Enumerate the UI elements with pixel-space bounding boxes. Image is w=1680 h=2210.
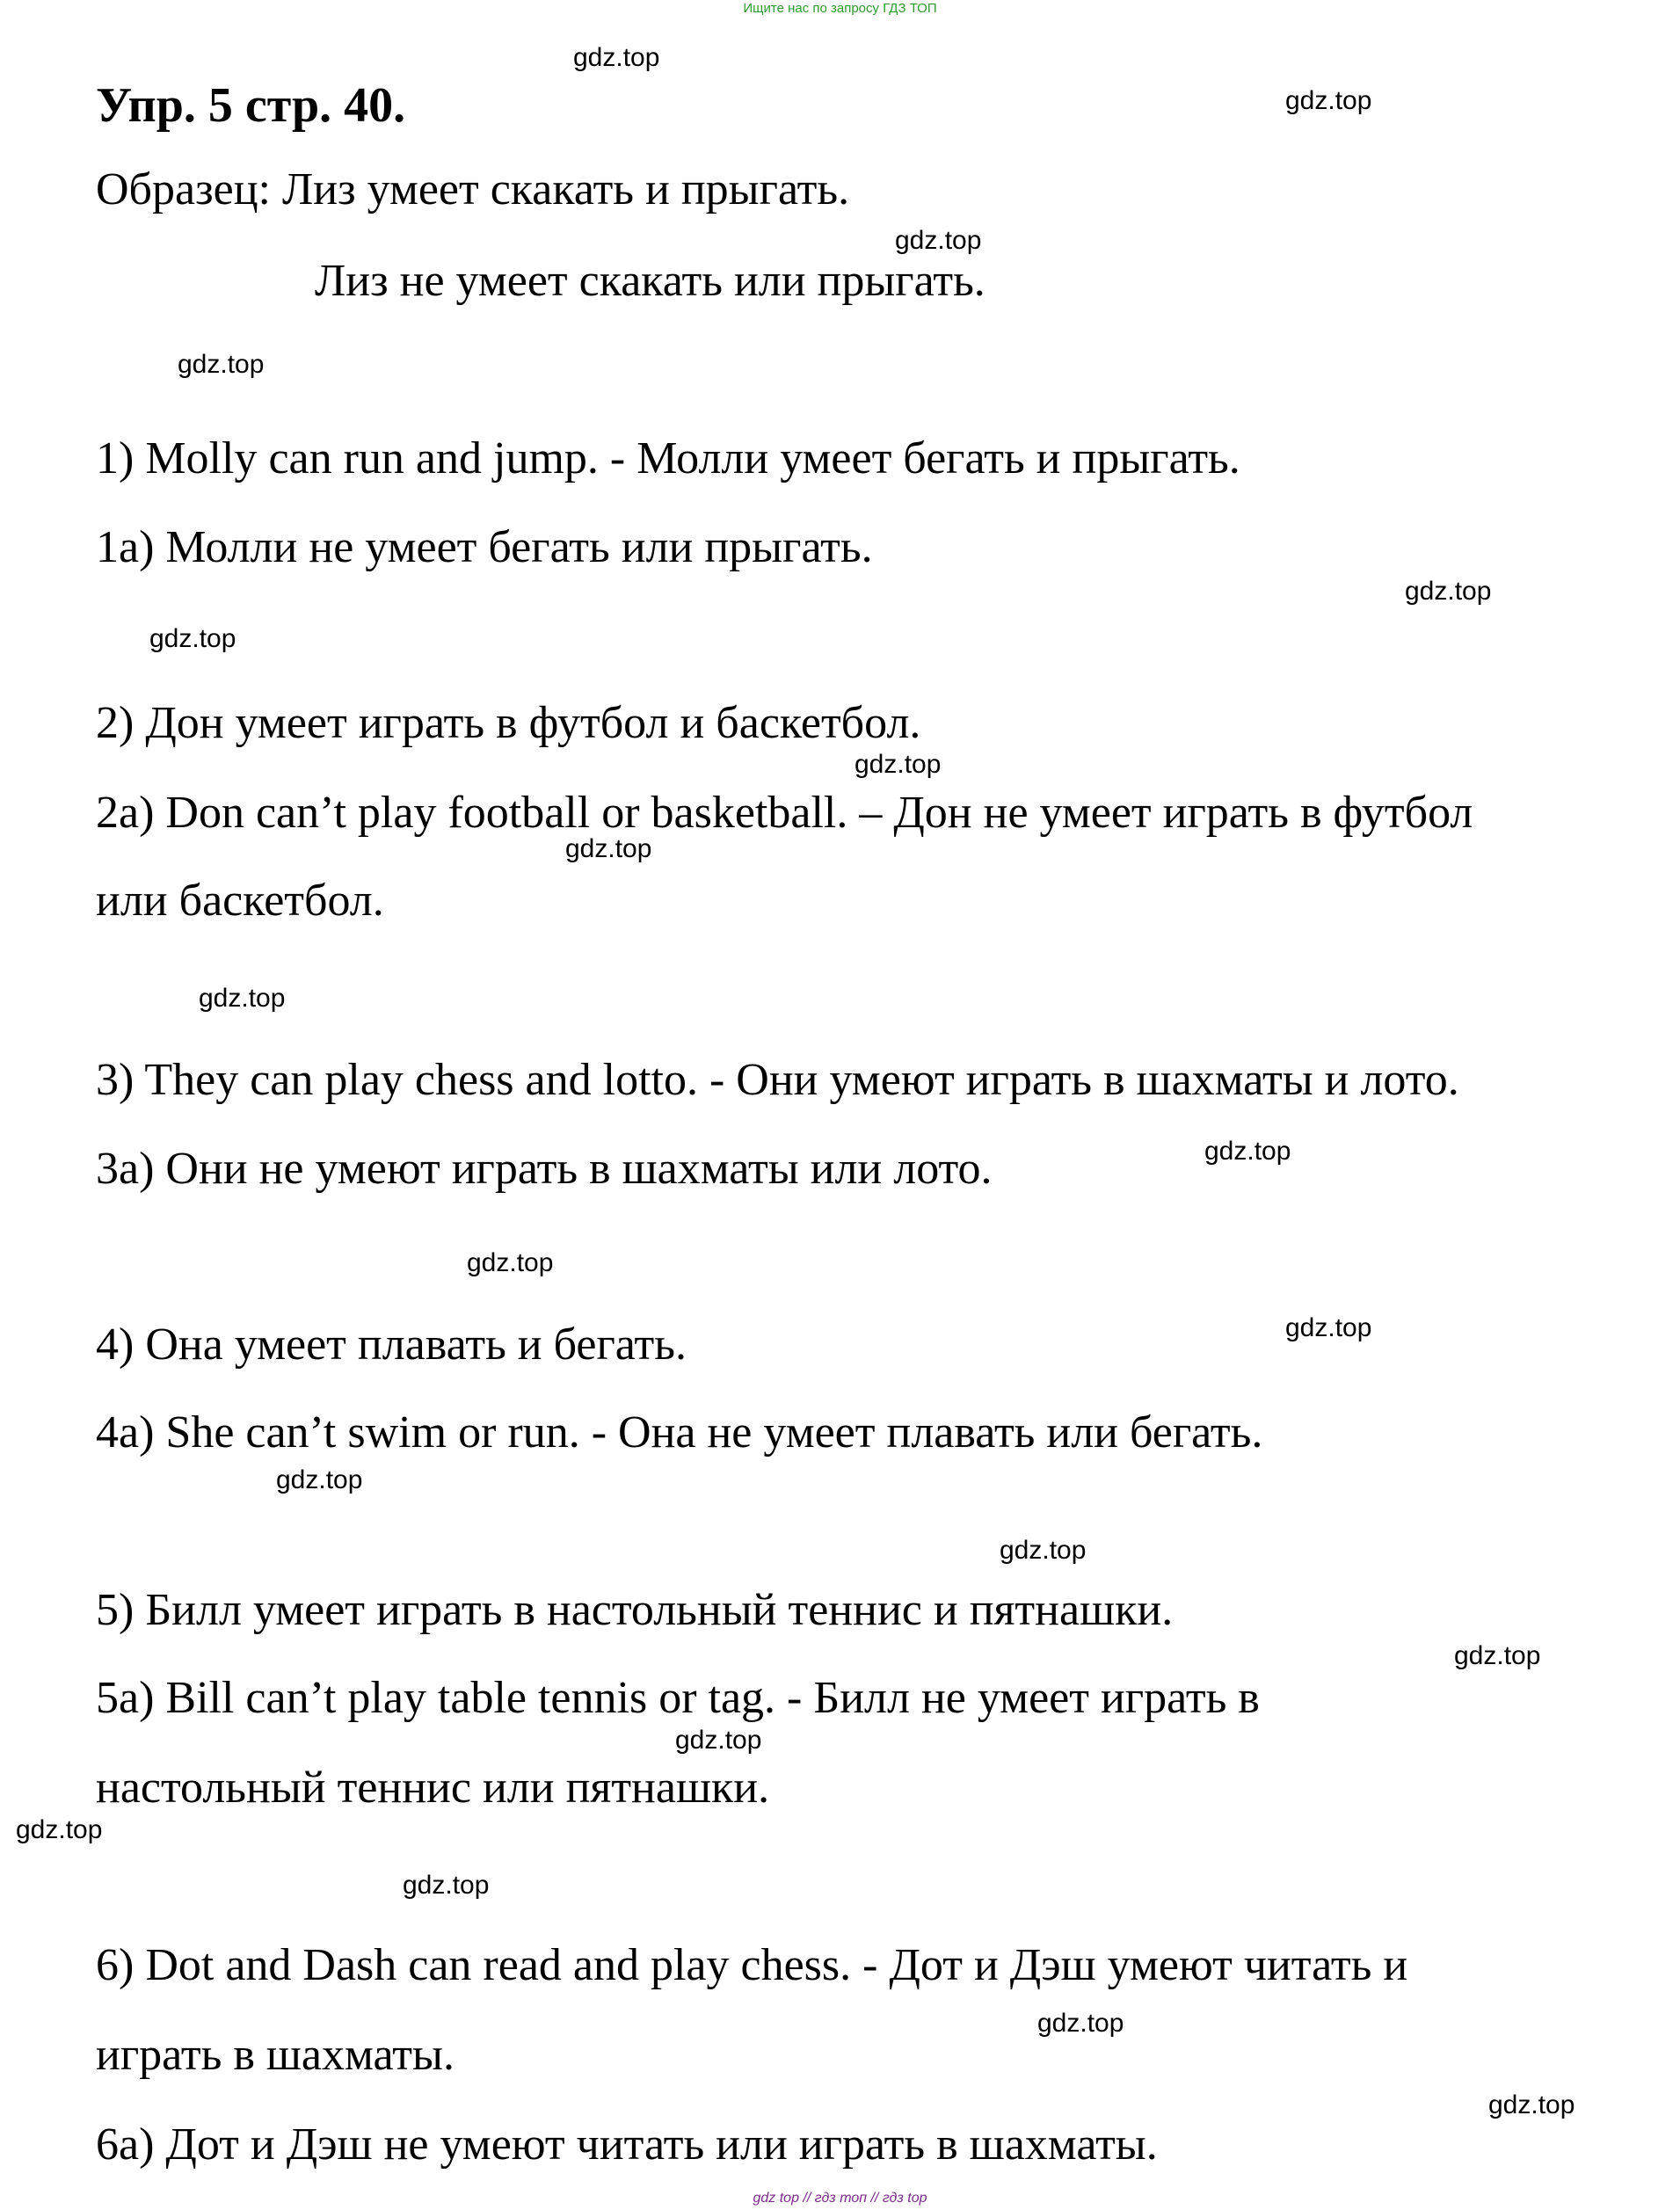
- watermark: gdz.top: [1488, 2090, 1575, 2119]
- watermark: gdz.top: [1285, 1313, 1372, 1342]
- item-2: 2) Дон умеет играть в футбол и баскетбол.: [96, 698, 921, 748]
- item-3: 3) They can play chess and lotto. - Они умеют играть в шахматы и лото.: [96, 1055, 1459, 1105]
- watermark: gdz.top: [1037, 2009, 1124, 2038]
- item-4: 4) Она умеет плавать и бегать.: [96, 1319, 687, 1370]
- watermark: gdz.top: [1454, 1641, 1541, 1670]
- item-2a-line-1: 2a) Don can’t play football or basketball. – Дон не умеет играть в футбол: [96, 788, 1473, 838]
- watermark: gdz.top: [1204, 1137, 1291, 1166]
- watermark: gdz.top: [565, 834, 652, 863]
- watermark: gdz.top: [675, 1726, 762, 1755]
- watermark: gdz.top: [16, 1815, 103, 1844]
- item-6-line-2: играть в шахматы.: [96, 2030, 455, 2080]
- example-line-1: Образец: Лиз умеет скакать и прыгать.: [96, 164, 850, 214]
- watermark: gdz.top: [276, 1465, 363, 1494]
- watermark: gdz.top: [1000, 1536, 1087, 1565]
- watermark: gdz.top: [149, 624, 236, 653]
- watermark: gdz.top: [895, 226, 982, 255]
- item-5a-line-2: настольный теннис или пятнашки.: [96, 1763, 770, 1813]
- example-line-2: Лиз не умеет скакать или прыгать.: [315, 256, 985, 306]
- item-1a: 1a) Молли не умеет бегать или прыгать.: [96, 522, 873, 572]
- item-3a: 3a) Они не умеют играть в шахматы или лото.: [96, 1144, 993, 1194]
- item-5a-line-1: 5a) Bill can’t play table tennis or tag. - Билл не умеет играть в: [96, 1673, 1260, 1723]
- item-6-line-1: 6) Dot and Dash can read and play chess. - Дот и Дэш умеют читать и: [96, 1940, 1408, 1990]
- watermark: gdz.top: [199, 984, 286, 1013]
- watermark: gdz.top: [855, 750, 942, 779]
- item-1: 1) Molly can run and jump. - Молли умеет бегать и прыгать.: [96, 433, 1240, 483]
- item-6a: 6a) Дот и Дэш не умеют читать или играть в шахматы.: [96, 2119, 1158, 2170]
- watermark: gdz.top: [1285, 86, 1372, 115]
- item-5: 5) Билл умеет играть в настольный теннис и пятнашки.: [96, 1585, 1174, 1635]
- item-2a-line-2: или баскетбол.: [96, 876, 384, 926]
- item-4a: 4a) She can’t swim or run. - Она не умеет плавать или бегать.: [96, 1407, 1263, 1458]
- watermark: gdz.top: [403, 1871, 490, 1900]
- watermark: gdz.top: [1405, 577, 1492, 606]
- footer: gdz top // гдз топ // гдз top: [753, 2191, 927, 2206]
- watermark: gdz.top: [573, 43, 660, 72]
- exercise-title: Упр. 5 стр. 40.: [96, 78, 406, 133]
- watermark: gdz.top: [467, 1248, 554, 1277]
- top-banner: Ищите нас по запросу ГДЗ ТОП: [743, 1, 937, 16]
- watermark: gdz.top: [178, 350, 265, 379]
